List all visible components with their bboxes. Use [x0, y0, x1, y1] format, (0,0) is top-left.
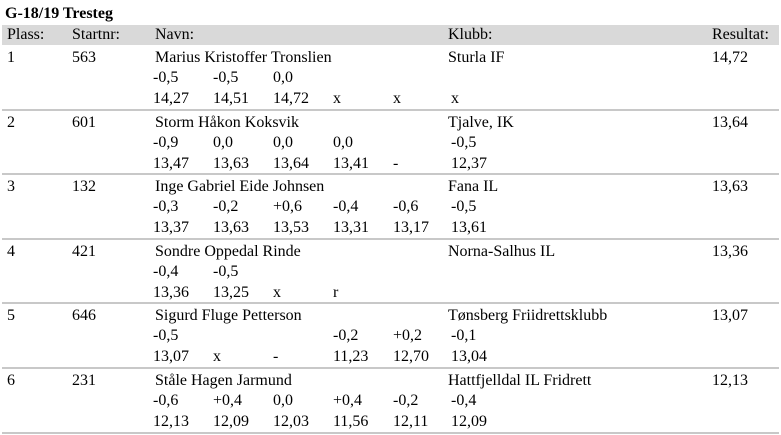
attempt-mark: 12,09	[213, 413, 249, 430]
athlete-name: Ståle Hagen Jarmund	[155, 372, 292, 389]
athlete-club: Hattfjelldal IL Fridrett	[448, 372, 592, 389]
wind-reading: -0,5	[451, 198, 477, 216]
athlete-row	[2, 369, 779, 433]
wind-reading: 0,0	[273, 69, 293, 86]
wind-reading: -0,4	[153, 262, 179, 280]
wind-reading: +0,2	[393, 327, 423, 345]
header-result: Resultat:	[712, 26, 769, 43]
attempt-mark: 14,72	[273, 90, 309, 107]
athlete-summary-line	[2, 46, 779, 67]
attempt-mark: 13,63	[213, 154, 249, 172]
wind-reading: -0,4	[451, 392, 477, 409]
athlete-club: Norna-Salhus IL	[448, 242, 556, 260]
athlete-startnr: 421	[72, 242, 96, 260]
athlete-summary-line	[2, 111, 779, 132]
attempt-mark: 11,56	[333, 413, 369, 430]
wind-reading: -0,6	[153, 392, 179, 409]
wind-reading: -0,5	[213, 69, 239, 86]
attempt-mark: 14,27	[153, 90, 189, 107]
attempt-mark: 13,41	[333, 154, 369, 172]
wind-reading: 0,0	[273, 133, 293, 151]
attempt-mark: 13,61	[451, 219, 487, 237]
attempt-mark: 13,37	[153, 219, 189, 237]
attempt-mark: 11,23	[333, 348, 369, 366]
attempt-mark: x	[393, 90, 401, 107]
wind-reading: 0,0	[273, 392, 293, 409]
attempt-mark: 12,13	[153, 413, 189, 430]
athlete-place: 6	[7, 372, 15, 389]
athlete-row	[2, 46, 779, 110]
athlete-startnr: 563	[72, 49, 96, 66]
wind-reading: -0,2	[213, 198, 239, 216]
athlete-startnr: 132	[72, 178, 96, 196]
wind-reading: +0,6	[273, 198, 303, 216]
athlete-summary-line	[2, 304, 779, 325]
athlete-name: Inge Gabriel Eide Johnsen	[155, 178, 325, 196]
athlete-place: 5	[7, 307, 15, 325]
attempt-mark: r	[333, 283, 339, 301]
athlete-name: Marius Kristoffer Tronslien	[155, 49, 332, 66]
attempt-mark: 13,04	[451, 348, 487, 366]
athlete-startnr: 646	[72, 307, 96, 325]
attempt-mark: 13,07	[153, 348, 189, 366]
athlete-name: Sondre Oppedal Rinde	[155, 242, 301, 260]
attempt-mark: 13,53	[273, 219, 309, 237]
attempt-mark: 12,11	[393, 413, 429, 430]
wind-reading: 0,0	[213, 133, 233, 151]
header-startnr: Startnr:	[72, 26, 120, 43]
athlete-club: Tjalve, IK	[448, 113, 514, 131]
wind-reading: -0,3	[153, 198, 179, 216]
athlete-startnr: 231	[72, 372, 96, 389]
athlete-club: Sturla IF	[448, 49, 505, 66]
wind-reading: -0,5	[451, 133, 477, 151]
athlete-result: 13,64	[712, 113, 748, 131]
athlete-name: Sigurd Fluge Petterson	[155, 307, 302, 325]
wind-reading: -0,5	[153, 69, 179, 86]
wind-reading: -0,5	[213, 262, 239, 280]
attempt-mark: 13,63	[213, 219, 249, 237]
attempt-mark: x	[333, 90, 341, 107]
event-title: G-18/19 Tresteg	[5, 5, 113, 22]
athlete-row	[2, 304, 779, 368]
attempt-mark: -	[393, 154, 399, 172]
athlete-club: Tønsberg Friidrettsklubb	[448, 307, 608, 325]
athlete-summary-line	[2, 240, 779, 261]
wind-reading: +0,4	[333, 392, 363, 409]
wind-reading: -0,4	[333, 198, 359, 216]
attempt-mark: 13,47	[153, 154, 189, 172]
attempt-mark: x	[273, 283, 281, 301]
header-club: Klubb:	[448, 26, 493, 43]
athlete-name: Storm Håkon Koksvik	[155, 113, 299, 131]
attempt-mark: 14,51	[213, 90, 249, 107]
wind-reading: -0,5	[153, 327, 179, 345]
attempt-mark: 12,03	[273, 413, 309, 430]
attempt-mark: 13,17	[393, 219, 429, 237]
attempt-mark: 13,36	[153, 283, 189, 301]
attempt-mark: 13,31	[333, 219, 369, 237]
attempt-mark: -	[273, 348, 279, 366]
athlete-place: 4	[7, 242, 15, 260]
attempt-mark: 13,64	[273, 154, 309, 172]
athlete-place: 1	[7, 49, 15, 66]
athlete-result: 12,13	[712, 372, 748, 389]
attempt-mark: 13,25	[213, 283, 249, 301]
wind-reading: +0,4	[213, 392, 243, 409]
attempt-mark: 12,70	[393, 348, 429, 366]
athlete-summary-line	[2, 369, 779, 390]
athlete-summary-line	[2, 175, 779, 196]
athlete-place: 3	[7, 178, 15, 196]
wind-reading: -0,9	[153, 133, 179, 151]
wind-reading: -0,1	[451, 327, 477, 345]
results-header-row	[2, 25, 779, 45]
wind-reading: -0,6	[393, 198, 419, 216]
athlete-row	[2, 111, 779, 175]
athlete-result: 13,07	[712, 307, 748, 325]
athlete-row	[2, 175, 779, 239]
wind-reading: -0,2	[393, 392, 419, 409]
row-divider	[2, 432, 779, 434]
header-name: Navn:	[155, 26, 195, 43]
attempt-mark: 12,09	[451, 413, 487, 430]
athlete-result: 14,72	[712, 49, 748, 66]
wind-reading: -0,2	[333, 327, 359, 345]
attempt-mark: 12,37	[451, 154, 487, 172]
header-place: Plass:	[7, 26, 45, 43]
attempt-mark: x	[451, 90, 459, 107]
athlete-row	[2, 240, 779, 304]
athlete-club: Fana IL	[448, 178, 499, 196]
athlete-startnr: 601	[72, 113, 96, 131]
athlete-place: 2	[7, 113, 15, 131]
athlete-result: 13,63	[712, 178, 748, 196]
attempt-mark: x	[213, 348, 221, 366]
athlete-result: 13,36	[712, 242, 748, 260]
wind-reading: 0,0	[333, 133, 353, 151]
